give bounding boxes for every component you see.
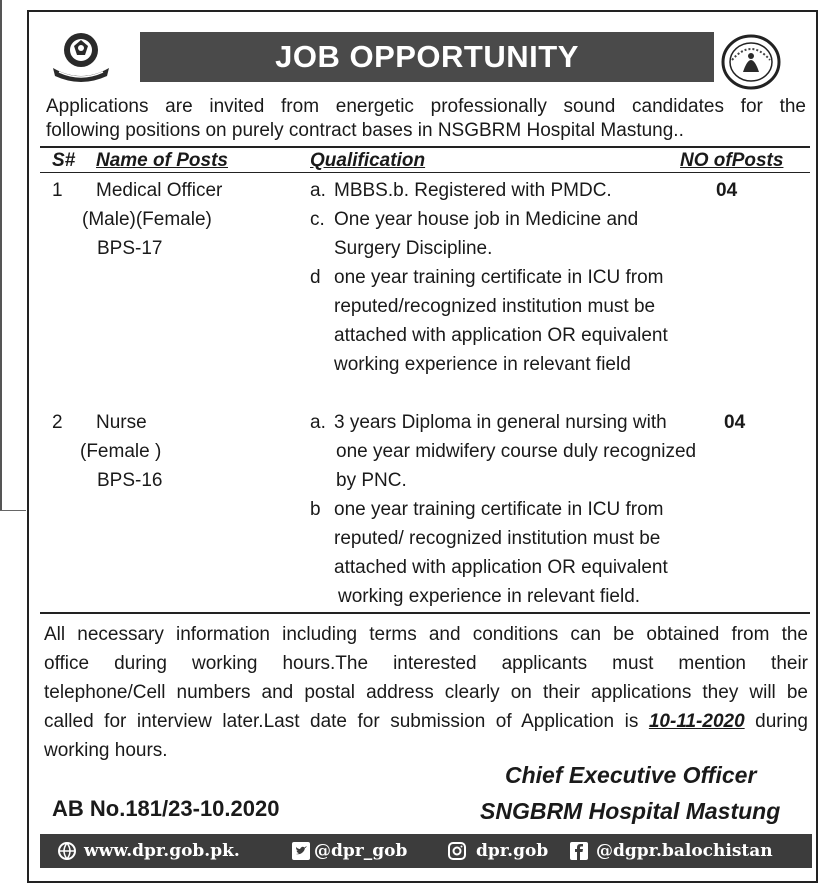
qualification-marker: d bbox=[310, 267, 321, 288]
margin-rule bbox=[0, 0, 2, 510]
post-name: Nurse bbox=[96, 412, 147, 433]
qualification-marker: a. bbox=[310, 412, 326, 433]
twitter-icon bbox=[292, 842, 310, 860]
post-name: (Female ) bbox=[80, 441, 162, 462]
intro-paragraph bbox=[46, 95, 806, 143]
contact-bar bbox=[40, 834, 812, 868]
globe-icon bbox=[56, 841, 78, 861]
qualification-text: working experience in relevant field. bbox=[338, 586, 641, 607]
post-name: Medical Officer bbox=[96, 180, 223, 201]
website-link[interactable]: www.dpr.gob.pk. bbox=[84, 841, 240, 861]
instructions-line bbox=[44, 707, 808, 736]
column-header-name: Name of Posts bbox=[96, 150, 228, 171]
instructions-line: All necessary information including terms and conditions can be obtained from the bbox=[44, 624, 808, 645]
divider bbox=[40, 146, 810, 148]
instagram-icon bbox=[448, 842, 466, 860]
instructions-line: working hours. bbox=[44, 740, 168, 761]
divider bbox=[40, 612, 810, 614]
qualification-marker: c. bbox=[310, 209, 325, 230]
instructions-line: telephone/Cell numbers and postal address clearly on their applications they will be bbox=[44, 682, 808, 703]
facebook-icon bbox=[570, 842, 588, 860]
divider bbox=[40, 172, 810, 173]
instructions-text: called for interview later.Last date for submission of Application is bbox=[44, 711, 649, 732]
qualification-text: One year house job in Medicine and bbox=[334, 209, 639, 230]
twitter-handle[interactable]: @dpr_gob bbox=[314, 841, 408, 861]
qualification-text: reputed/recognized institution must be bbox=[334, 296, 656, 317]
margin-tick bbox=[0, 510, 26, 511]
qualification-text: by PNC. bbox=[336, 470, 407, 491]
intro-line: Applications are invited from energetic professionally sound candidates for the bbox=[46, 96, 806, 117]
post-name: (Male)(Female) bbox=[82, 209, 212, 230]
column-header-sno: S# bbox=[52, 150, 76, 171]
qualification-text: reputed/ recognized institution must be bbox=[334, 528, 661, 549]
deadline-date: 10-11-2020 bbox=[648, 711, 745, 732]
qualification-text: working experience in relevant field bbox=[334, 354, 631, 375]
qualification-text: Surgery Discipline. bbox=[334, 238, 493, 259]
post-grade: BPS-16 bbox=[97, 470, 163, 491]
qualification-text: one year training certificate in ICU from bbox=[334, 267, 664, 288]
column-header-qualification: Qualification bbox=[310, 150, 426, 171]
qualification-text: one year midwifery course duly recognized bbox=[336, 441, 697, 462]
instructions-line: office during working hours.The interested applicants must mention their bbox=[44, 653, 808, 674]
instructions-text: during bbox=[744, 711, 808, 732]
qualification-text: attached with application OR equivalent bbox=[334, 557, 668, 578]
qualification-text: one year training certificate in ICU from bbox=[334, 499, 664, 520]
post-grade: BPS-17 bbox=[97, 238, 163, 259]
signatory-title: Chief Executive Officer bbox=[505, 762, 757, 788]
post-count: 04 bbox=[724, 412, 746, 433]
qualification-text: MBBS.b. Registered with PMDC. bbox=[334, 180, 612, 201]
instructions-paragraph bbox=[44, 620, 808, 765]
qualification-text: 3 years Diploma in general nursing with bbox=[334, 412, 667, 433]
hospital-seal-icon bbox=[720, 34, 782, 90]
qualification-marker: b bbox=[310, 499, 321, 520]
qualification-marker: a. bbox=[310, 180, 326, 201]
signatory-org: SNGBRM Hospital Mastung bbox=[480, 798, 781, 824]
column-header-posts: NO ofPosts bbox=[680, 150, 784, 171]
row-sno: 2 bbox=[52, 412, 63, 433]
qualification-text: attached with application OR equivalent bbox=[334, 325, 668, 346]
page-title: JOB OPPORTUNITY bbox=[140, 32, 714, 82]
intro-line: following positions on purely contract bases in NSGBRM Hospital Mastung.. bbox=[46, 120, 684, 141]
instagram-handle[interactable]: dpr.gob bbox=[476, 841, 549, 861]
government-emblem-icon bbox=[45, 28, 117, 86]
facebook-handle[interactable]: @dgpr.balochistan bbox=[596, 841, 773, 861]
ad-number: AB No.181/23-10.2020 bbox=[52, 796, 280, 821]
post-count: 04 bbox=[716, 180, 738, 201]
row-sno: 1 bbox=[52, 180, 63, 201]
